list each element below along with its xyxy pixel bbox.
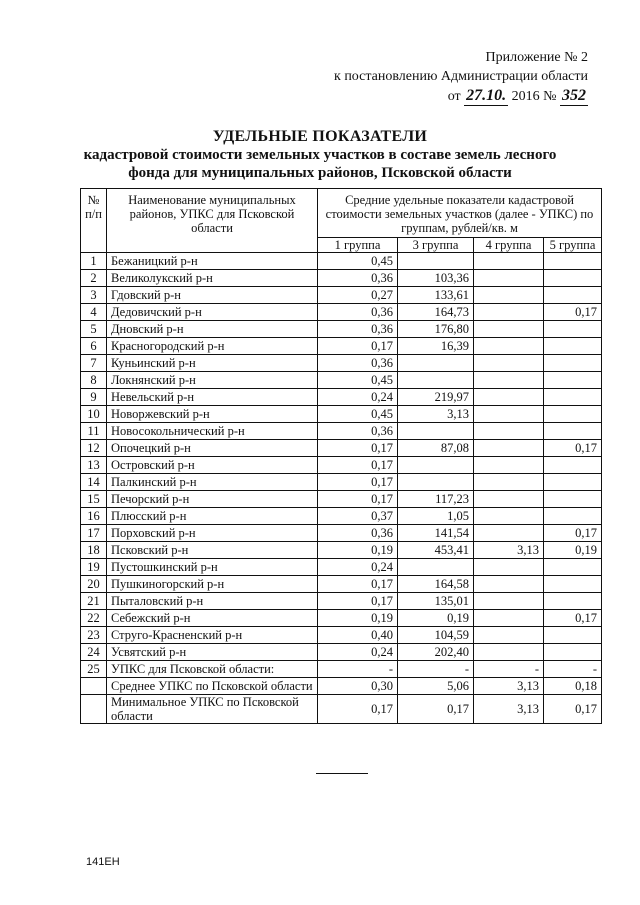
handwritten-number: 352 (562, 87, 586, 104)
cell-g3 (398, 559, 474, 576)
table-row (81, 457, 602, 474)
table-row (81, 372, 602, 389)
document-title (60, 128, 580, 182)
cell-g1: 0,17 (318, 491, 398, 508)
table-row (81, 287, 602, 304)
cell-no (81, 678, 107, 695)
cell-name: Невельский р-н (107, 389, 318, 406)
title-subtitle-2: фонда для муниципальных районов, Псковской области (128, 165, 512, 181)
cell-name: Локнянский р-н (107, 372, 318, 389)
cell-g5 (544, 270, 602, 287)
cell-g1: 0,36 (318, 304, 398, 321)
cell-no: 20 (81, 576, 107, 593)
cell-g4 (474, 287, 544, 304)
cell-name: Дновский р-н (107, 321, 318, 338)
cell-g4 (474, 627, 544, 644)
cell-name: Островский р-н (107, 457, 318, 474)
cell-g1: 0,27 (318, 287, 398, 304)
table-row (81, 270, 602, 287)
cell-g4: 3,13 (474, 542, 544, 559)
table-row (81, 525, 602, 542)
cell-g4 (474, 508, 544, 525)
year-text: 2016 № (511, 89, 557, 104)
table-row (81, 389, 602, 406)
cell-no: 19 (81, 559, 107, 576)
cell-name: Минимальное УПКС по Псковской области (107, 695, 318, 724)
cell-name: Гдовский р-н (107, 287, 318, 304)
cell-name: Палкинский р-н (107, 474, 318, 491)
cell-g3: 5,06 (398, 678, 474, 695)
cell-g4 (474, 576, 544, 593)
cell-g4 (474, 491, 544, 508)
cell-g1: 0,19 (318, 542, 398, 559)
cell-g4 (474, 270, 544, 287)
cell-g1: 0,17 (318, 338, 398, 355)
cell-g5 (544, 559, 602, 576)
table-row (81, 644, 602, 661)
cell-g1: 0,40 (318, 627, 398, 644)
cell-no: 24 (81, 644, 107, 661)
cell-g1: 0,30 (318, 678, 398, 695)
values-table (80, 188, 602, 724)
header-group-5: 5 группа (544, 238, 602, 253)
table-row (81, 406, 602, 423)
cell-g4 (474, 525, 544, 542)
cell-name: Новосокольнический р-н (107, 423, 318, 440)
separator-line (316, 773, 368, 774)
cell-g4 (474, 610, 544, 627)
cell-name: Порховский р-н (107, 525, 318, 542)
cell-g5 (544, 423, 602, 440)
cell-g5 (544, 372, 602, 389)
cell-g1: 0,45 (318, 406, 398, 423)
cell-no: 6 (81, 338, 107, 355)
cell-no: 25 (81, 661, 107, 678)
cell-g3: 3,13 (398, 406, 474, 423)
handwritten-date: 27.10. (466, 87, 507, 104)
cell-g5: 0,17 (544, 440, 602, 457)
cell-g4: - (474, 661, 544, 678)
cell-name: Пустошкинский р-н (107, 559, 318, 576)
table-row (81, 423, 602, 440)
cell-no: 1 (81, 253, 107, 270)
cell-name: Пыталовский р-н (107, 593, 318, 610)
cell-g3: - (398, 661, 474, 678)
header-group-4: 4 группа (474, 238, 544, 253)
cell-g5: 0,19 (544, 542, 602, 559)
cell-g1: 0,36 (318, 321, 398, 338)
cell-g5 (544, 406, 602, 423)
header-no: № п/п (81, 189, 107, 253)
cell-g3: 164,58 (398, 576, 474, 593)
cell-g5: - (544, 661, 602, 678)
cell-g1: 0,45 (318, 372, 398, 389)
cell-g3: 0,17 (398, 695, 474, 724)
cell-g4 (474, 423, 544, 440)
cell-g5 (544, 287, 602, 304)
cell-g4 (474, 474, 544, 491)
cell-g5 (544, 474, 602, 491)
table-row (81, 627, 602, 644)
cell-name: Новоржевский р-н (107, 406, 318, 423)
cell-no: 5 (81, 321, 107, 338)
appendix-date-line (334, 86, 588, 106)
cell-g1: 0,45 (318, 253, 398, 270)
cell-g5: 0,18 (544, 678, 602, 695)
document-code: 141ЕН (86, 856, 120, 868)
cell-no: 15 (81, 491, 107, 508)
cell-g1: 0,24 (318, 644, 398, 661)
appendix-number: Приложение № 2 (485, 50, 588, 65)
cell-g3 (398, 457, 474, 474)
cell-g3 (398, 423, 474, 440)
cell-no: 8 (81, 372, 107, 389)
cell-g5 (544, 593, 602, 610)
cell-no: 13 (81, 457, 107, 474)
cell-g1: 0,36 (318, 423, 398, 440)
table-row (81, 253, 602, 270)
cell-g5 (544, 253, 602, 270)
cell-g5: 0,17 (544, 525, 602, 542)
cell-no: 4 (81, 304, 107, 321)
cell-g5 (544, 457, 602, 474)
title-subtitle-1: кадастровой стоимости земельных участков в составе земель лесного (83, 147, 557, 163)
table-row (81, 661, 602, 678)
cell-name: Великолукский р-н (107, 270, 318, 287)
cell-g3: 135,01 (398, 593, 474, 610)
cell-no: 10 (81, 406, 107, 423)
cell-g3: 104,59 (398, 627, 474, 644)
header-group-1: 1 группа (318, 238, 398, 253)
cell-g4 (474, 372, 544, 389)
cell-g3: 219,97 (398, 389, 474, 406)
cell-g3: 103,36 (398, 270, 474, 287)
cell-g1: 0,17 (318, 457, 398, 474)
cell-g5 (544, 491, 602, 508)
cell-g4 (474, 406, 544, 423)
cell-g5: 0,17 (544, 304, 602, 321)
cell-no: 21 (81, 593, 107, 610)
cell-no: 11 (81, 423, 107, 440)
cell-g3: 453,41 (398, 542, 474, 559)
cell-g4: 3,13 (474, 695, 544, 724)
header-values: Средние удельные показатели кадастровой стоимости земельных участков (далее - УПКС) по группам, рублей/кв. м (318, 189, 602, 238)
cell-no: 2 (81, 270, 107, 287)
table-row (81, 491, 602, 508)
cell-g3: 87,08 (398, 440, 474, 457)
cell-no: 14 (81, 474, 107, 491)
cell-g4 (474, 593, 544, 610)
cell-no: 12 (81, 440, 107, 457)
cell-g4 (474, 389, 544, 406)
cell-g5: 0,17 (544, 610, 602, 627)
cell-g1: 0,24 (318, 559, 398, 576)
cell-g5 (544, 627, 602, 644)
cell-g3: 16,39 (398, 338, 474, 355)
cell-g3: 141,54 (398, 525, 474, 542)
table-row (81, 559, 602, 576)
table-row (81, 678, 602, 695)
table-row (81, 355, 602, 372)
cell-g5 (544, 508, 602, 525)
cell-g3: 1,05 (398, 508, 474, 525)
table-row (81, 542, 602, 559)
title-main: УДЕЛЬНЫЕ ПОКАЗАТЕЛИ (212, 128, 428, 145)
table-body (81, 253, 602, 724)
cell-name: Псковский р-н (107, 542, 318, 559)
table-row (81, 576, 602, 593)
cell-no: 9 (81, 389, 107, 406)
cell-g4 (474, 440, 544, 457)
table-row (81, 304, 602, 321)
cell-g5: 0,17 (544, 695, 602, 724)
cell-name: Куньинский р-н (107, 355, 318, 372)
cell-g3: 0,19 (398, 610, 474, 627)
cell-no: 3 (81, 287, 107, 304)
cell-name: Пушкиногорский р-н (107, 576, 318, 593)
table-row (81, 474, 602, 491)
cell-g3: 117,23 (398, 491, 474, 508)
cell-g1: 0,24 (318, 389, 398, 406)
cell-g1: 0,36 (318, 355, 398, 372)
cell-g5 (544, 321, 602, 338)
header-name: Наименование муниципальных районов, УПКС для Псковской области (107, 189, 318, 253)
cell-no: 22 (81, 610, 107, 627)
cell-g3 (398, 253, 474, 270)
table-row (81, 338, 602, 355)
cell-name: Среднее УПКС по Псковской области (107, 678, 318, 695)
cell-name: Опочецкий р-н (107, 440, 318, 457)
cell-g1: 0,17 (318, 695, 398, 724)
cell-g5 (544, 644, 602, 661)
cell-g4 (474, 457, 544, 474)
header-group-3: 3 группа (398, 238, 474, 253)
cell-g3 (398, 372, 474, 389)
cell-name: Себежский р-н (107, 610, 318, 627)
table-row (81, 321, 602, 338)
cell-name: УПКС для Псковской области: (107, 661, 318, 678)
cell-g3: 164,73 (398, 304, 474, 321)
cell-g4 (474, 338, 544, 355)
cell-g4 (474, 253, 544, 270)
cell-g1: 0,17 (318, 593, 398, 610)
appendix-reference: к постановлению Администрации области (334, 69, 588, 84)
cell-g5 (544, 355, 602, 372)
cell-g3 (398, 355, 474, 372)
date-prefix: от (447, 89, 461, 104)
cell-g4 (474, 304, 544, 321)
cell-g4 (474, 559, 544, 576)
cell-g4 (474, 355, 544, 372)
cell-name: Струго-Красненский р-н (107, 627, 318, 644)
cell-g1: 0,37 (318, 508, 398, 525)
cell-g1: 0,19 (318, 610, 398, 627)
cell-g3: 202,40 (398, 644, 474, 661)
appendix-header (334, 48, 588, 106)
cell-g1: - (318, 661, 398, 678)
cell-g1: 0,36 (318, 270, 398, 287)
cell-no: 17 (81, 525, 107, 542)
cell-no: 18 (81, 542, 107, 559)
cell-no: 16 (81, 508, 107, 525)
cell-no: 7 (81, 355, 107, 372)
cell-no (81, 695, 107, 724)
cell-name: Дедовичский р-н (107, 304, 318, 321)
cell-name: Печорский р-н (107, 491, 318, 508)
cell-g5 (544, 389, 602, 406)
cell-name: Бежаницкий р-н (107, 253, 318, 270)
table-row (81, 508, 602, 525)
cell-name: Красногородский р-н (107, 338, 318, 355)
cell-name: Усвятский р-н (107, 644, 318, 661)
cell-g1: 0,17 (318, 440, 398, 457)
cell-g4: 3,13 (474, 678, 544, 695)
cell-no: 23 (81, 627, 107, 644)
cell-g1: 0,36 (318, 525, 398, 542)
cell-g4 (474, 321, 544, 338)
cell-g5 (544, 576, 602, 593)
cell-g3: 176,80 (398, 321, 474, 338)
table-row (81, 593, 602, 610)
cell-name: Плюсский р-н (107, 508, 318, 525)
cell-g5 (544, 338, 602, 355)
table-row (81, 695, 602, 724)
cell-g3: 133,61 (398, 287, 474, 304)
cell-g4 (474, 644, 544, 661)
cell-g3 (398, 474, 474, 491)
table-row (81, 610, 602, 627)
table-row (81, 440, 602, 457)
cell-g1: 0,17 (318, 576, 398, 593)
cell-g1: 0,17 (318, 474, 398, 491)
